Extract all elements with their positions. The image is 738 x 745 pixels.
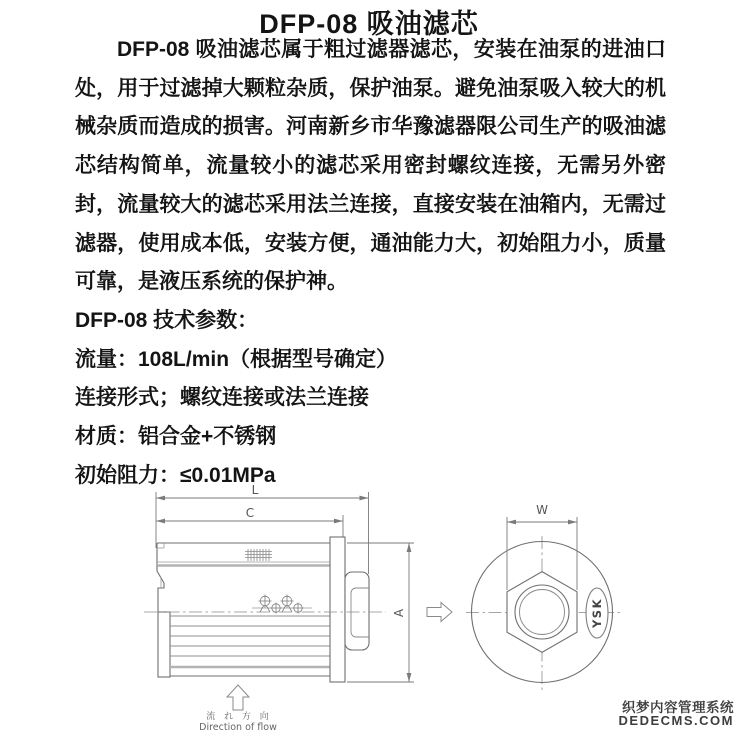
spec-material: 材质：铝合金+不锈钢	[75, 425, 277, 449]
filter-top-cap	[157, 543, 330, 566]
filter-ribs	[170, 616, 330, 676]
spec-connection-type: 连接形式；螺纹连接或法兰连接	[75, 386, 369, 410]
spec-heading: DFP-08 技术参数：	[75, 308, 259, 332]
brand-stamp	[586, 588, 608, 638]
flow-direction-label-en: Direction of flow	[199, 722, 277, 733]
spec-initial-resistance: 初始阻力：≤0.01MPa	[75, 463, 276, 487]
flow-direction-arrow-icon	[227, 685, 249, 710]
filter-left-cap	[157, 566, 170, 677]
side-view	[144, 483, 452, 733]
flow-direction-label-jp: 流 れ 方 向	[206, 712, 272, 722]
section-view-arrow-icon	[427, 603, 452, 622]
cms-watermark-line1: 织梦内容管理系统	[622, 700, 734, 715]
page-title: DFP-08 吸油滤芯	[259, 9, 479, 39]
end-view	[466, 503, 620, 691]
hex-nut-side	[345, 572, 369, 650]
dim-label-C: C	[245, 506, 255, 520]
document-body	[75, 31, 666, 495]
brand-logo-text: YSK	[590, 597, 604, 629]
hex-nut-front	[507, 572, 577, 653]
dim-label-W: W	[536, 503, 548, 517]
dim-label-L: L	[251, 483, 259, 497]
intro-paragraph: DFP-08 吸油滤芯属于粗过滤器滤芯，安装在油泵的进油口处，用于过滤掉大颗粒杂质，保护油泵。避免油泵吸入较大的机械杂质而造成的损害。河南新乡市华豫滤器限公司生产的吸油滤芯结构简单，流量较小的滤芯采用密封螺纹连接，无需另外密封，流量较大的滤芯采用法兰连接，直接安装在油箱内，无需过滤器，使用成本低，安装方便，通油能力大，初始阻力小，质量可靠，是液压系统的保护神。	[75, 38, 666, 294]
spec-flow-rate: 流量：108L/min（根据型号确定）	[75, 347, 398, 371]
cms-watermark	[619, 702, 734, 727]
assembly-symbols	[252, 595, 312, 614]
dimension-C	[156, 506, 343, 545]
dim-label-A: A	[392, 608, 406, 618]
flow-direction	[199, 685, 277, 733]
cms-watermark-line2: DEDECMS.COM	[618, 712, 734, 728]
filter-right-flange	[330, 537, 345, 682]
knurl-hatch	[245, 549, 272, 561]
